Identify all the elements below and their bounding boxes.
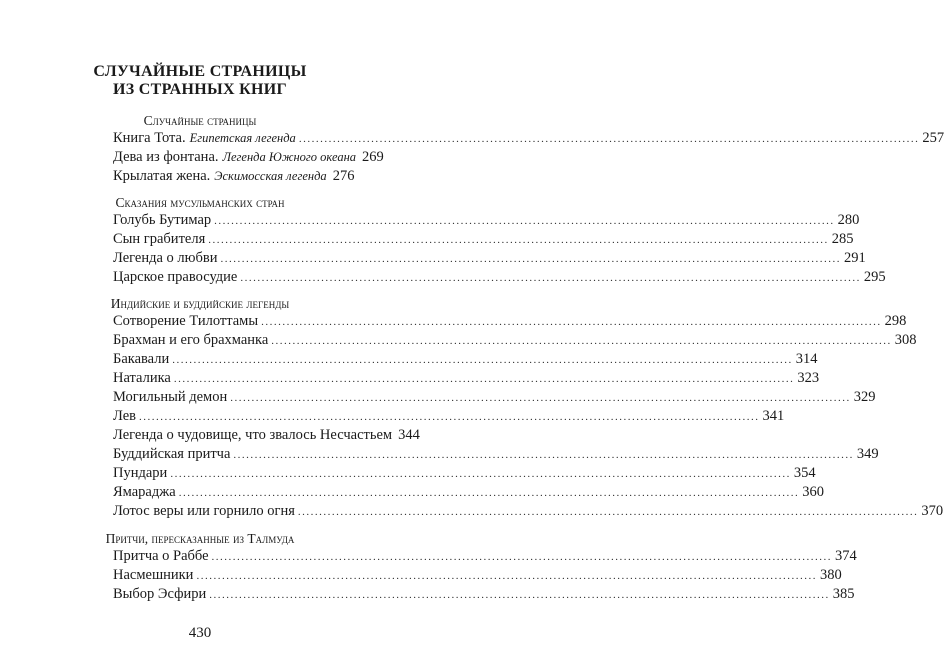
toc-entry-title: Лотос веры или горнило огня: [113, 503, 295, 519]
toc-entry-title: Пундари: [113, 465, 168, 481]
dot-leader: [170, 465, 791, 483]
toc-entry-title: Лев: [113, 408, 137, 424]
dot-leader: [299, 130, 920, 148]
toc-entry[interactable]: [113, 566, 842, 584]
toc-entry[interactable]: [113, 331, 917, 349]
section-title-random-pages: Случайные страницы: [143, 113, 257, 128]
dot-leader: [221, 250, 842, 268]
dot-leader: [230, 389, 851, 407]
main-title-line-2: ИЗ СТРАННЫХ КНИГ: [112, 81, 288, 98]
toc-entry-page: 349: [856, 446, 879, 462]
toc-entry[interactable]: [113, 388, 876, 406]
toc-entry-page: 329: [853, 389, 876, 405]
toc-entry-title: Ямараджа: [113, 484, 176, 500]
toc-entry-page: 276: [332, 168, 355, 184]
toc-entry-title: Насмешники: [113, 567, 194, 583]
section-title-muslim-tales: Сказания мусульманских стран: [115, 195, 285, 210]
dot-leader: [261, 313, 882, 331]
toc-entry-title: Наталика: [113, 370, 171, 386]
toc-entry-page: 380: [819, 567, 842, 583]
toc-entry[interactable]: [113, 350, 818, 368]
dot-leader: [172, 351, 793, 369]
toc-entry-title: Легенда о любви: [113, 250, 218, 266]
dot-leader: [214, 212, 835, 230]
toc-entry-page: 323: [797, 370, 820, 386]
toc-entry[interactable]: [113, 211, 860, 229]
toc-entry[interactable]: [113, 230, 854, 248]
toc-entry-page: 354: [793, 465, 816, 481]
toc-entry-page: 295: [863, 269, 886, 285]
dot-leader: [240, 269, 861, 287]
toc-entry-title: Дева из фонтана.: [113, 149, 219, 165]
toc-entry-title: Притча о Раббе: [113, 548, 209, 564]
toc-entry-title: Голубь Бутимар: [113, 212, 212, 228]
toc-entry-subtitle: Эскимосская легенда: [214, 169, 327, 183]
toc-entry-title: Царское правосудие: [113, 269, 238, 285]
section-title-talmud-parables: Притчи, пересказанные из Талмуда: [105, 531, 295, 546]
main-title-line-1: СЛУЧАЙНЫЕ СТРАНИЦЫ: [93, 63, 307, 80]
toc-entry-page: 314: [795, 351, 818, 367]
toc-entry[interactable]: [113, 167, 355, 185]
toc-entry-title: Книга Тота.: [113, 130, 186, 146]
toc-entry[interactable]: [113, 312, 907, 330]
toc-entry-title: Сотворение Тилоттамы: [113, 313, 259, 329]
toc-entry-subtitle: Египетская легенда: [189, 131, 296, 145]
toc-entry-page: 385: [832, 586, 855, 602]
toc-entry-title: Могильный демон: [113, 389, 228, 405]
toc-entry-title: Сын грабителя: [113, 231, 206, 247]
toc-entry[interactable]: [113, 464, 816, 482]
toc-entry[interactable]: [113, 129, 944, 147]
toc-entry-page: 285: [831, 231, 854, 247]
toc-entry-title: Легенда о чудовище, что звалось Несчастьем: [113, 427, 393, 443]
toc-entry-page: 280: [837, 212, 860, 228]
dot-leader: [139, 408, 760, 426]
toc-entry[interactable]: [113, 148, 384, 166]
toc-entry-page: 360: [802, 484, 824, 500]
toc-entry-title: Буддийская притча: [113, 446, 231, 462]
toc-entry-page: 257: [922, 130, 944, 146]
dot-leader: [208, 231, 829, 249]
toc-entry-page: 370: [921, 503, 944, 519]
toc-entry[interactable]: [113, 483, 824, 501]
dot-leader: [174, 370, 795, 388]
toc-entry[interactable]: [113, 502, 944, 520]
toc-entry[interactable]: [113, 585, 855, 603]
dot-leader: [271, 332, 892, 350]
toc-entry-page: 298: [884, 313, 907, 329]
toc-entry-title: Брахман и его брахманка: [113, 332, 269, 348]
toc-entry-page: 291: [844, 250, 866, 266]
dot-leader: [179, 484, 800, 502]
toc-entry-page: 308: [894, 332, 917, 348]
toc-entry-title: Крылатая жена.: [113, 168, 211, 184]
dot-leader: [298, 503, 919, 521]
toc-entry-page: 269: [362, 149, 384, 165]
toc-entry-subtitle: Легенда Южного океана: [222, 150, 357, 164]
dot-leader: [196, 567, 817, 585]
toc-entry[interactable]: [113, 426, 420, 444]
toc-entry[interactable]: [113, 445, 879, 463]
section-title-indian-buddhist-legends: Индийские и буддийские легенды: [110, 296, 290, 311]
toc-entry-page: 341: [762, 408, 785, 424]
toc-entry-page: 344: [398, 427, 420, 443]
toc-entry-page: 374: [835, 548, 857, 564]
dot-leader: [209, 586, 830, 604]
toc-entry-title: Выбор Эсфири: [113, 586, 207, 602]
dot-leader: [233, 446, 854, 464]
toc-entry[interactable]: [113, 547, 857, 565]
toc-entry[interactable]: [113, 249, 866, 267]
page-number: 430: [188, 625, 212, 641]
dot-leader: [212, 548, 833, 566]
toc-entry[interactable]: [113, 369, 820, 387]
toc-entry[interactable]: [113, 268, 886, 286]
toc-entry-title: Бакавали: [113, 351, 170, 367]
toc-entry[interactable]: [113, 407, 785, 425]
